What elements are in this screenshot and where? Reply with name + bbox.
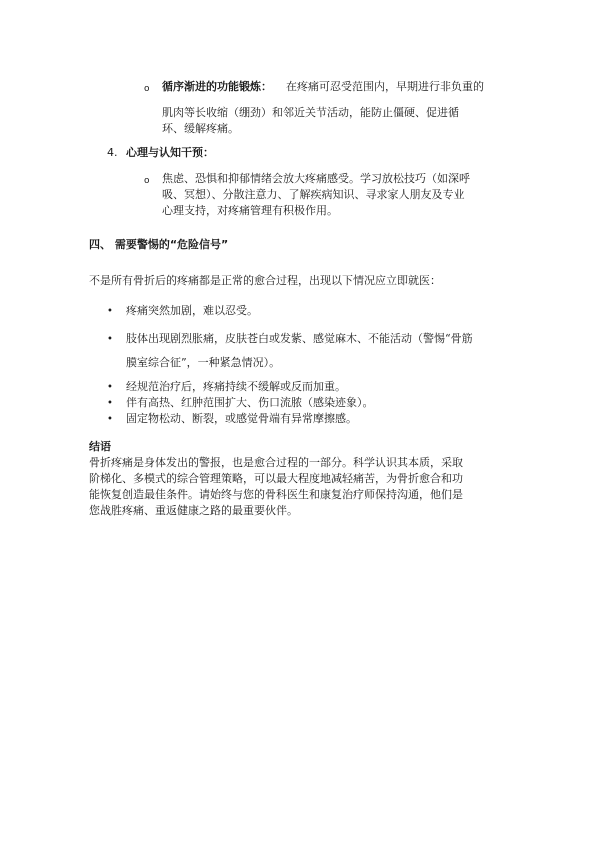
bullet-text: 疼痛突然加剧，难以忍受。	[126, 304, 258, 317]
bullet-marker: •	[107, 306, 113, 317]
sub-item-text-line: 吸、冥想）、分散注意力、了解疾病知识、寻求家人朋友及专业	[162, 188, 465, 201]
bullet-text: 固定物松动、断裂，或感觉骨端有异常摩擦感。	[126, 412, 357, 425]
bullet-marker: •	[107, 334, 113, 345]
bullet-marker: •	[107, 398, 113, 409]
list-item-number: 4.	[107, 146, 118, 159]
list-item-title: 心理与认知干预：	[126, 146, 214, 159]
conclusion-text-line: 阶梯化、多模式的综合管理策略，可以最大程度地减轻痛苦，为骨折愈合和功	[89, 472, 463, 485]
conclusion-text-line: 骨折疼痛是身体发出的警报，也是愈合过程的一部分。科学认识其本质，采取	[89, 456, 463, 469]
conclusion-heading: 结语	[89, 440, 111, 453]
section-heading: 四、 需要警惕的“危险信号”	[89, 238, 229, 251]
sub-item-text-line: 肌肉等长收缩（绷劲）和邻近关节活动，能防止僵硬、促进循	[162, 106, 459, 119]
conclusion-text-line: 您战胜疼痛、重返健康之路的最重要伙伴。	[89, 504, 298, 517]
sub-item-text-line: 在疼痛可忍受范围内，早期进行非负重的	[286, 80, 484, 93]
bullet-text: 肢体出现剧烈胀痛，皮肤苍白或发紫、感觉麻木、不能活动（警惕“骨筋	[126, 332, 473, 345]
sub-item-text-line: 环、缓解疼痛。	[162, 122, 239, 135]
sub-item-title: 循序渐进的功能锻炼：	[162, 80, 272, 93]
bullet-marker: •	[107, 382, 113, 393]
conclusion-text-line: 能恢复创造最佳条件。请始终与您的骨科医生和康复治疗师保持沟通，他们是	[89, 488, 463, 501]
bullet-text: 经规范治疗后，疼痛持续不缓解或反而加重。	[126, 380, 346, 393]
sub-bullet-marker: o	[144, 176, 150, 186]
sub-item-text-line: 焦虑、恐惧和抑郁情绪会放大疼痛感受。学习放松技巧（如深呼	[162, 172, 470, 185]
section-intro: 不是所有骨折后的疼痛都是正常的愈合过程，出现以下情况应立即就医：	[89, 274, 441, 287]
sub-item-text-line: 心理支持，对疼痛管理有积极作用。	[162, 204, 338, 217]
bullet-marker: •	[107, 414, 113, 425]
bullet-text: 伴有高热、红肿范围扩大、伤口流脓（感染迹象）。	[126, 396, 374, 409]
sub-bullet-marker: o	[144, 84, 150, 94]
bullet-text: 膜室综合征”，一种紧急情况）。	[126, 356, 281, 369]
